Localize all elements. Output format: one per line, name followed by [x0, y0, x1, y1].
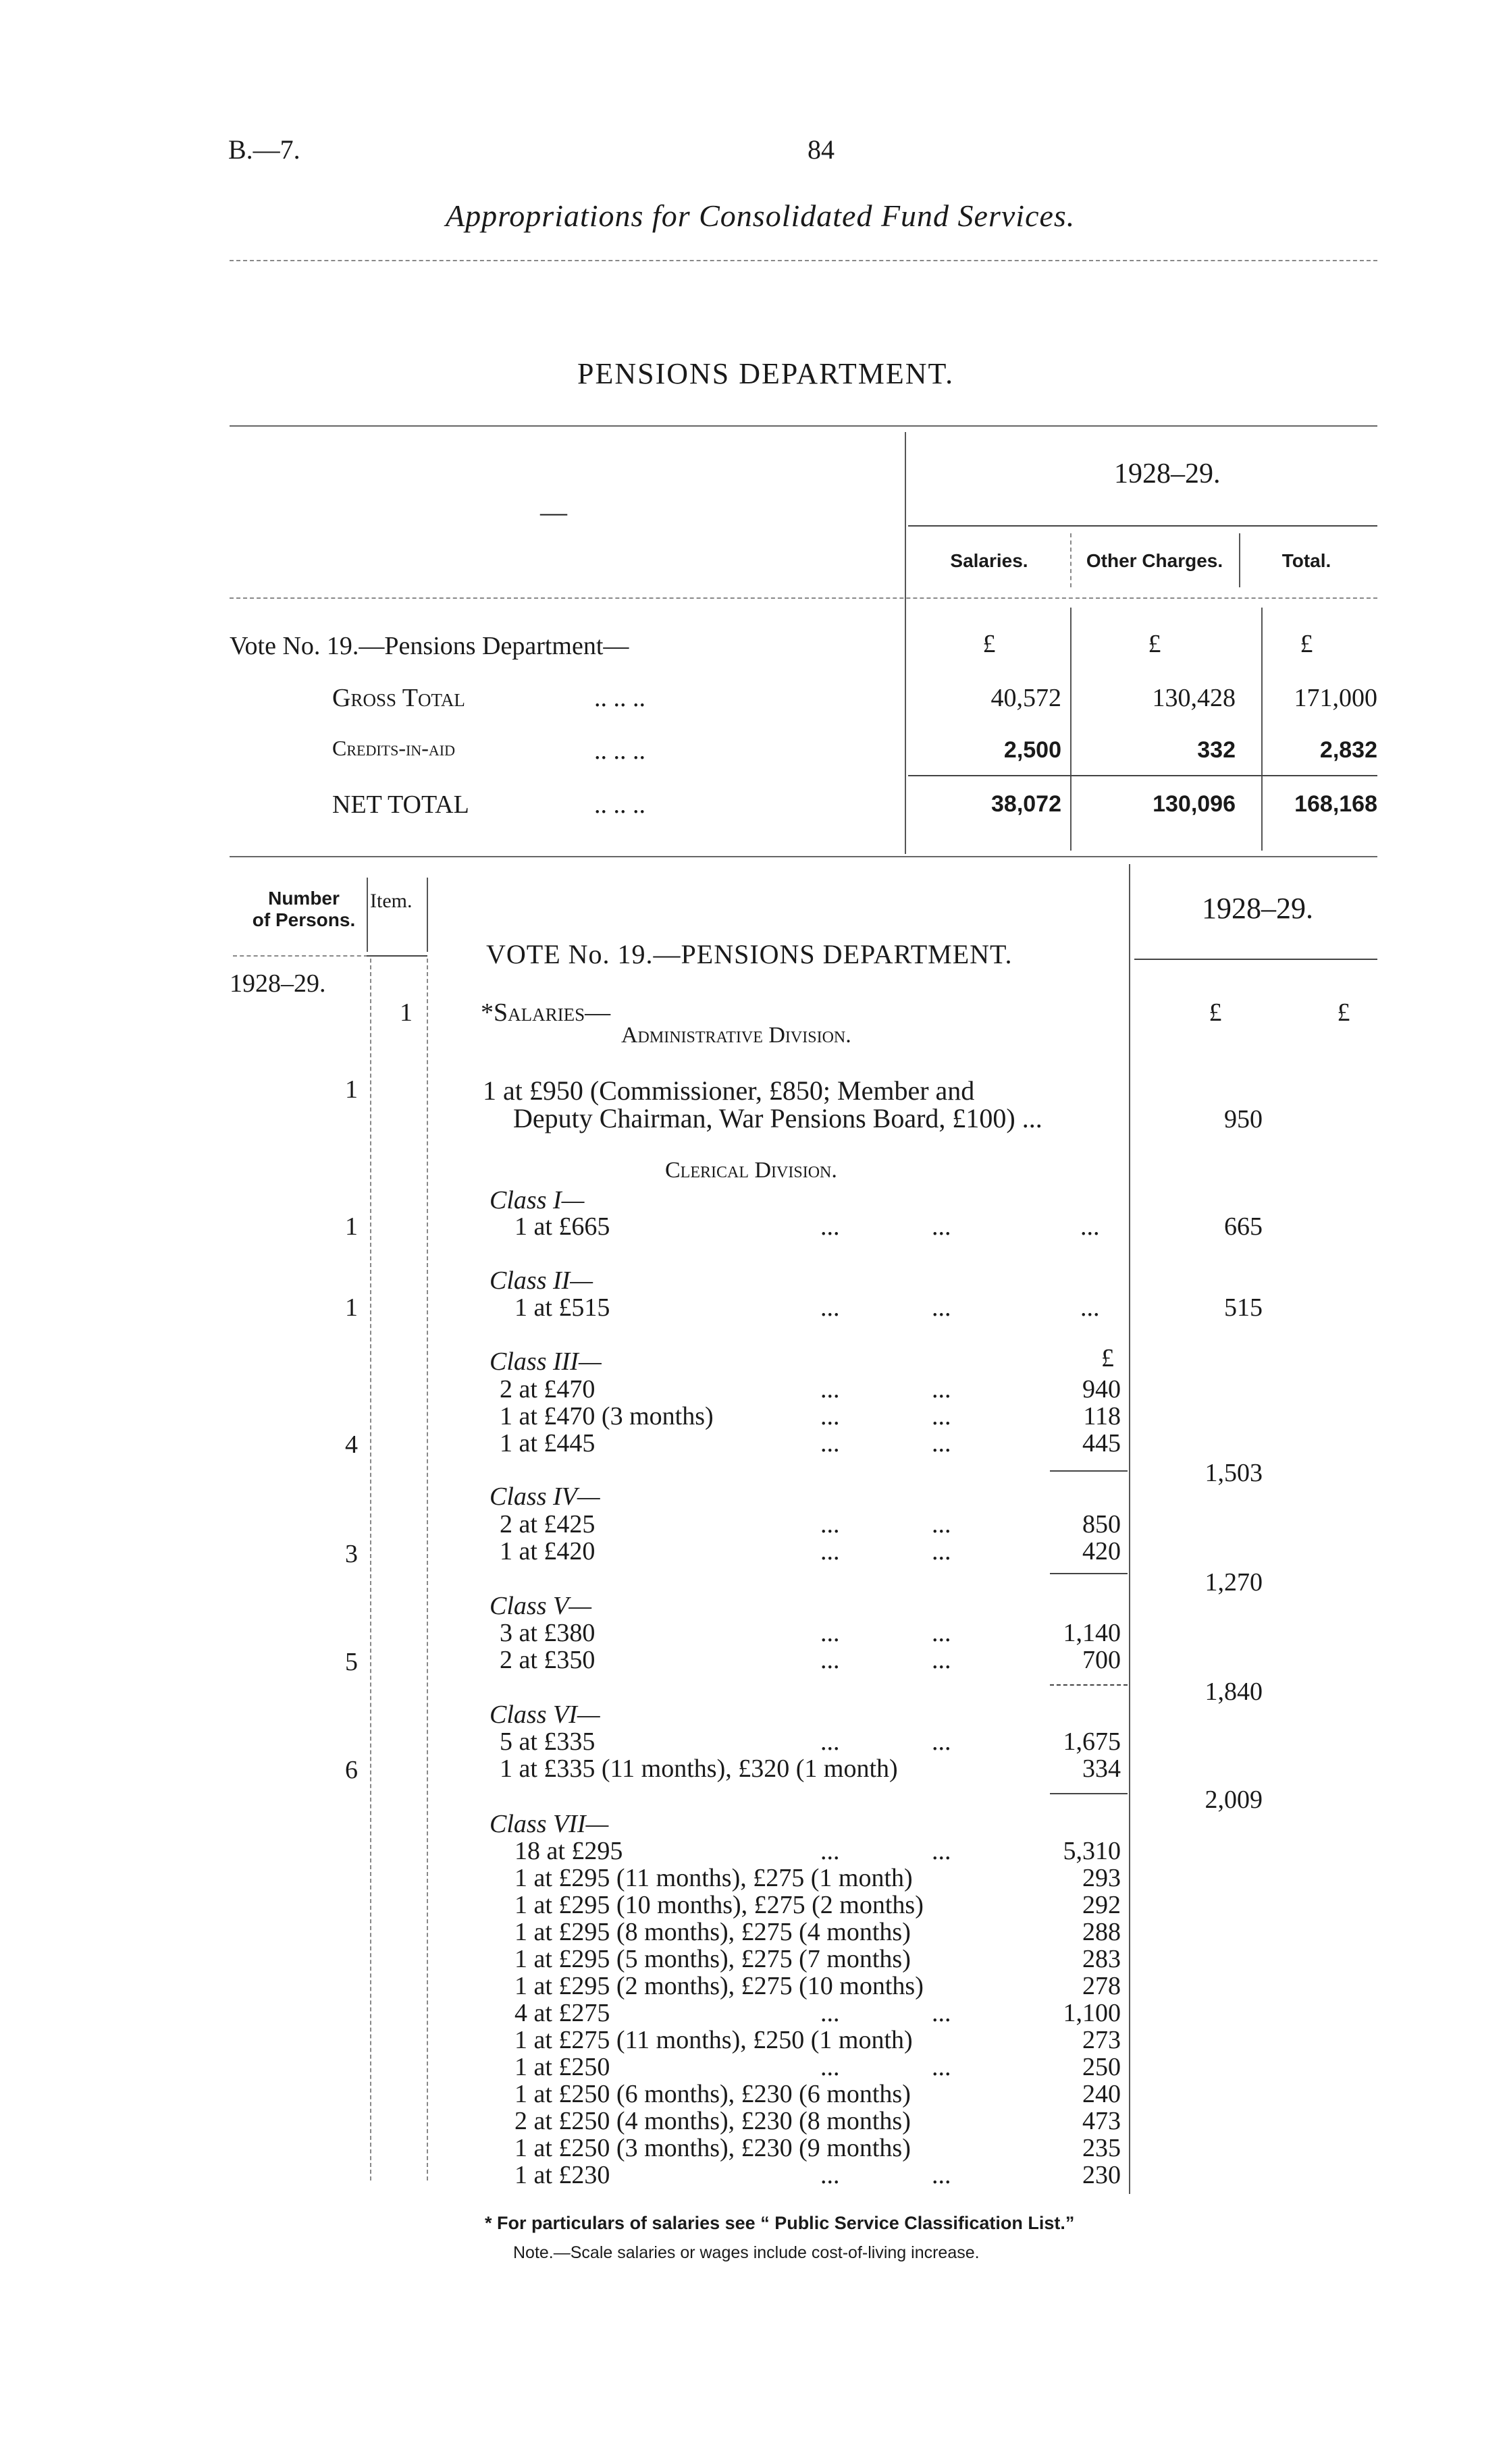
summary-head-rule: [230, 597, 1377, 599]
summary-dots: .. .. ..: [594, 736, 645, 765]
class-2-total: 515: [1224, 1293, 1263, 1322]
class-3-amount-1: 940: [1082, 1375, 1121, 1403]
ellipsis: ...: [932, 1375, 951, 1403]
footnote-note: Note.—Scale salaries or wages include cost-of-living increase.: [513, 2243, 980, 2262]
persons-head-rule: [233, 955, 368, 957]
class-3-currency: £: [1101, 1344, 1114, 1372]
class-4-amount-2: 420: [1082, 1537, 1121, 1565]
ellipsis: ...: [820, 1646, 840, 1674]
ellipsis: ...: [932, 1837, 951, 1865]
ellipsis: ...: [932, 1212, 951, 1241]
ellipsis: ...: [932, 1402, 951, 1430]
class-3-heading: Class III—: [490, 1347, 602, 1376]
class-5-total: 1,840: [1205, 1678, 1263, 1706]
summary-year: 1928–29.: [1114, 458, 1221, 489]
class-1-heading: Class I—: [490, 1186, 585, 1214]
page-reference: B.—7.: [228, 134, 300, 165]
class-7-line-6: 1 at £295 (2 months), £275 (10 months): [514, 1972, 924, 2000]
class-6-heading: Class VI—: [490, 1700, 600, 1729]
ellipsis: ...: [820, 1293, 840, 1322]
commissioner-persons: 1: [345, 1075, 358, 1104]
detail-year-left: 1928–29.: [230, 969, 326, 998]
class-3-line-3: 1 at £445: [500, 1429, 596, 1457]
ellipsis: ...: [1080, 1293, 1100, 1322]
class-2-persons: 1: [345, 1293, 358, 1322]
class-7-amount-7: 1,100: [1063, 1999, 1121, 2027]
summary-vline-2: [1070, 608, 1072, 851]
class-4-heading: Class IV—: [490, 1482, 600, 1511]
ellipsis: ...: [932, 2053, 951, 2081]
class-4-amount-1: 850: [1082, 1510, 1121, 1538]
col-salaries: Salaries.: [950, 550, 1028, 571]
detail-vline-persons: [367, 878, 368, 952]
class-1-total: 665: [1224, 1212, 1263, 1241]
class-5-line-2: 2 at £350: [500, 1646, 596, 1674]
summary-label-gross: Gross Total: [332, 684, 465, 712]
class-2-heading: Class II—: [490, 1266, 593, 1295]
class-7-amount-9: 250: [1082, 2053, 1121, 2081]
item-number: 1: [400, 998, 413, 1027]
gross-salaries: 40,572: [990, 684, 1061, 712]
header-divider: [230, 260, 1377, 261]
ellipsis: ...: [820, 2161, 840, 2189]
summary-top-rule: [230, 425, 1377, 427]
summary-vote-label: Vote No. 19.—Pensions Department—: [230, 632, 629, 660]
col-other-charges: Other Charges.: [1086, 550, 1223, 571]
commissioner-line-2: Deputy Chairman, War Pensions Board, £100) ...: [513, 1103, 1042, 1133]
ellipsis: ...: [932, 1293, 951, 1322]
class-3-persons: 4: [345, 1430, 358, 1459]
credits-other: 332: [1197, 737, 1236, 763]
class-4-line-2: 1 at £420: [500, 1537, 596, 1565]
gross-total: 171,000: [1294, 684, 1377, 712]
ellipsis: ...: [932, 1619, 951, 1647]
clerical-division: Clerical Division.: [665, 1158, 837, 1183]
class-7-amount-13: 230: [1082, 2161, 1121, 2189]
class-7-line-11: 2 at £250 (4 months), £230 (8 months): [514, 2107, 911, 2135]
detail-currency-1: £: [1209, 998, 1222, 1027]
class-7-line-3: 1 at £295 (10 months), £275 (2 months): [514, 1891, 924, 1919]
vote-title: VOTE No. 19.—PENSIONS DEPARTMENT.: [486, 939, 1013, 969]
ellipsis: ...: [1080, 1212, 1100, 1241]
class-5-heading: Class V—: [490, 1592, 591, 1620]
ellipsis: ...: [932, 1646, 951, 1674]
class-5-amount-1: 1,140: [1063, 1619, 1121, 1647]
class-4-persons: 3: [345, 1540, 358, 1568]
class-7-amount-6: 278: [1082, 1972, 1121, 2000]
class-6-total: 2,009: [1205, 1786, 1263, 1814]
class-6-persons: 6: [345, 1756, 358, 1784]
summary-currency-total: £: [1300, 630, 1313, 658]
department-title: PENSIONS DEPARTMENT.: [577, 357, 955, 390]
col-number-of-persons: Number of Persons.: [252, 888, 356, 930]
net-total: 168,168: [1294, 791, 1377, 817]
class-3-amount-3: 445: [1082, 1429, 1121, 1457]
class-7-amount-4: 288: [1082, 1918, 1121, 1946]
class-4-line-1: 2 at £425: [500, 1510, 596, 1538]
class-1-persons: 1: [345, 1212, 358, 1241]
salaries-heading: *Salaries—: [481, 998, 611, 1027]
ellipsis: ...: [820, 1212, 840, 1241]
class-7-line-9: 1 at £250: [514, 2053, 610, 2081]
ellipsis: ...: [820, 1837, 840, 1865]
class-6-amount-2: 334: [1082, 1755, 1121, 1783]
class-7-amount-1: 5,310: [1063, 1837, 1121, 1865]
ellipsis: ...: [932, 1728, 951, 1756]
class-7-line-8: 1 at £275 (11 months), £250 (1 month): [514, 2026, 913, 2054]
page-number: 84: [808, 134, 835, 165]
net-other: 130,096: [1153, 791, 1236, 817]
class-1-line: 1 at £665: [514, 1212, 610, 1241]
class-6-line-2: 1 at £335 (11 months), £320 (1 month): [500, 1755, 898, 1783]
summary-label-net: NET TOTAL: [332, 791, 469, 819]
class-3-line-2: 1 at £470 (3 months): [500, 1402, 714, 1430]
ellipsis: ...: [820, 1999, 840, 2027]
page-subtitle: Appropriations for Consolidated Fund Services.: [446, 198, 1076, 233]
detail-vline-persons-body: [370, 959, 371, 2180]
summary-subtotal-rule: [908, 775, 1377, 776]
summary-currency-salaries: £: [982, 630, 996, 658]
class-7-line-13: 1 at £230: [514, 2161, 610, 2189]
class-3-total: 1,503: [1205, 1459, 1263, 1487]
class-7-amount-5: 283: [1082, 1945, 1121, 1973]
class-7-amount-10: 240: [1082, 2080, 1121, 2108]
class-7-line-7: 4 at £275: [514, 1999, 610, 2027]
class-7-line-5: 1 at £295 (5 months), £275 (7 months): [514, 1945, 911, 1973]
class-3-amount-2: 118: [1083, 1402, 1121, 1430]
class-7-amount-3: 292: [1082, 1891, 1121, 1919]
class-2-line: 1 at £515: [514, 1293, 610, 1322]
summary-dots: .. .. ..: [594, 791, 645, 819]
class-7-heading: Class VII—: [490, 1810, 609, 1838]
summary-dots: .. .. ..: [594, 684, 645, 712]
footnote: * For particulars of salaries see “ Public Service Classification List.”: [485, 2213, 1075, 2233]
class-7-line-10: 1 at £250 (6 months), £230 (6 months): [514, 2080, 911, 2108]
class-5-amount-2: 700: [1082, 1646, 1121, 1674]
ellipsis: ...: [932, 2161, 951, 2189]
ellipsis: ...: [932, 1537, 951, 1565]
ellipsis: ...: [820, 1402, 840, 1430]
ellipsis: ...: [820, 1429, 840, 1457]
class-5-subtotal-rule: [1050, 1684, 1128, 1686]
summary-bottom-rule: [230, 856, 1377, 857]
summary-year-rule: [908, 525, 1377, 527]
class-6-amount-1: 1,675: [1063, 1728, 1121, 1756]
class-7-line-12: 1 at £250 (3 months), £230 (9 months): [514, 2134, 911, 2162]
commissioner-line-1: 1 at £950 (Commissioner, £850; Member and: [483, 1075, 975, 1106]
commissioner-total: 950: [1224, 1105, 1263, 1133]
class-7-amount-8: 273: [1082, 2026, 1121, 2054]
class-3-subtotal-rule: [1050, 1470, 1128, 1472]
class-6-subtotal-rule: [1050, 1793, 1128, 1794]
class-7-amount-11: 473: [1082, 2107, 1121, 2135]
ellipsis: ...: [820, 1728, 840, 1756]
detail-year-right: 1928–29.: [1202, 892, 1313, 925]
summary-head-divider-1: [1070, 533, 1072, 587]
ellipsis: ...: [820, 1619, 840, 1647]
class-4-subtotal-rule: [1050, 1573, 1128, 1574]
detail-currency-2: £: [1337, 998, 1350, 1027]
class-7-line-1: 18 at £295: [514, 1837, 623, 1865]
class-7-amount-2: 293: [1082, 1864, 1121, 1892]
ellipsis: ...: [820, 1375, 840, 1403]
credits-total: 2,832: [1319, 737, 1377, 763]
col-total: Total.: [1281, 550, 1331, 571]
detail-vline-item: [427, 878, 428, 952]
detail-vline-item-body: [427, 959, 428, 2180]
gross-other: 130,428: [1152, 684, 1236, 712]
class-5-line-1: 3 at £380: [500, 1619, 596, 1647]
administrative-division: Administrative Division.: [621, 1023, 851, 1048]
class-7-line-4: 1 at £295 (8 months), £275 (4 months): [514, 1918, 911, 1946]
credits-salaries: 2,500: [1003, 737, 1061, 763]
ellipsis: ...: [932, 1510, 951, 1538]
detail-vline-amounts: [1129, 864, 1130, 2194]
ellipsis: ...: [820, 2053, 840, 2081]
class-7-amount-12: 235: [1082, 2134, 1121, 2162]
summary-head-divider-2: [1239, 533, 1240, 587]
detail-year-rule: [1134, 959, 1377, 960]
summary-vline-1: [905, 432, 906, 854]
summary-dash: —: [540, 497, 567, 527]
class-7-line-2: 1 at £295 (11 months), £275 (1 month): [514, 1864, 913, 1892]
class-3-line-1: 2 at £470: [500, 1375, 596, 1403]
item-head-rule: [367, 955, 427, 957]
net-salaries: 38,072: [991, 791, 1061, 817]
ellipsis: ...: [820, 1510, 840, 1538]
ellipsis: ...: [932, 1429, 951, 1457]
col-item: Item.: [370, 890, 413, 912]
ellipsis: ...: [820, 1537, 840, 1565]
ellipsis: ...: [932, 1999, 951, 2027]
summary-currency-other: £: [1148, 630, 1161, 658]
class-4-total: 1,270: [1205, 1568, 1263, 1597]
class-5-persons: 5: [345, 1648, 358, 1676]
summary-label-credits: Credits-in-aid: [332, 736, 455, 760]
class-6-line-1: 5 at £335: [500, 1728, 596, 1756]
